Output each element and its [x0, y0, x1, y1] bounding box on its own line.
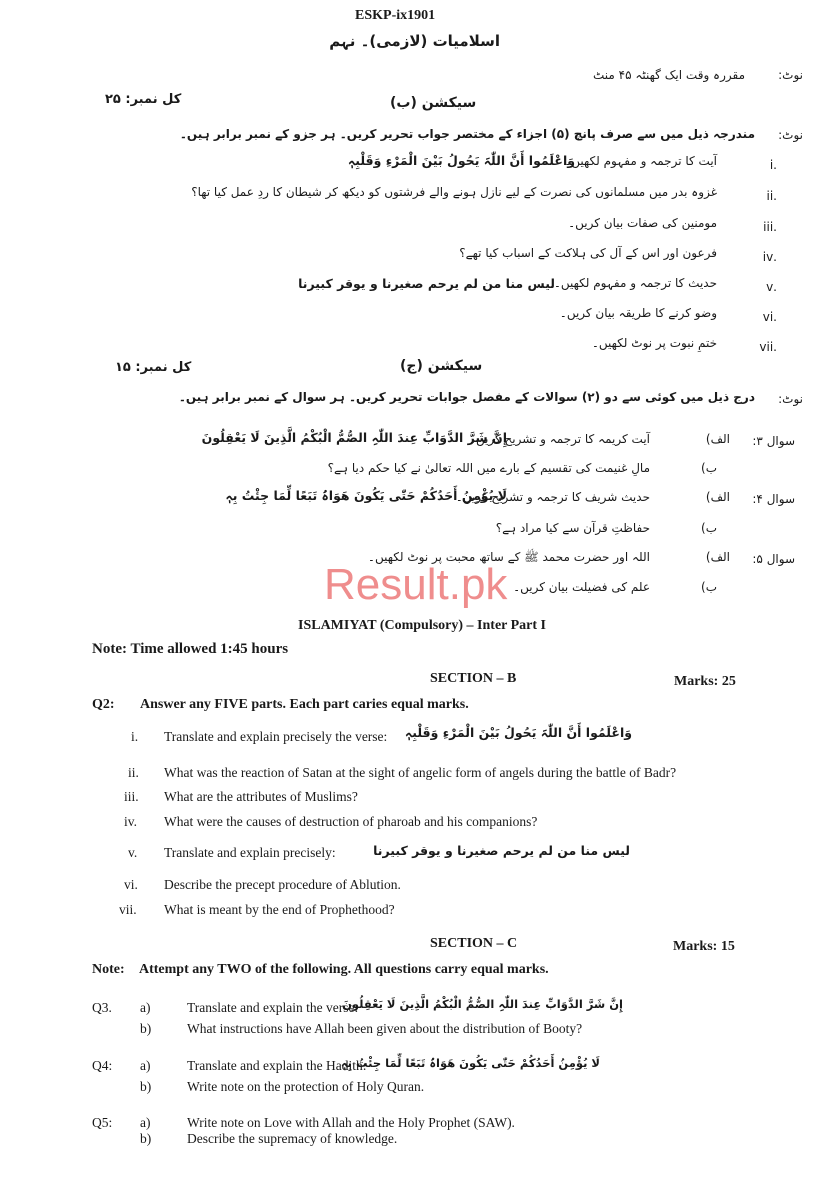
urdu-item-text: آیت کا ترجمہ و مفہوم لکھیں۔: [564, 154, 717, 168]
urdu-time-allowed: مقررہ وقت ایک گھنٹہ ۴۵ منٹ: [593, 68, 745, 82]
urdu-section-c-marks: کل نمبر: ۱۵: [115, 360, 192, 375]
urdu-part-label: الف): [705, 432, 730, 446]
list-item-number: vii.: [119, 902, 137, 917]
question-number: Q3.: [92, 1000, 112, 1015]
urdu-part-label: ب): [701, 580, 717, 594]
urdu-part-label: ب): [701, 461, 717, 475]
part-label: a): [140, 1058, 151, 1073]
urdu-item-number: .vi: [762, 310, 777, 324]
urdu-item-text: مومنین کی صفات بیان کریں۔: [568, 216, 717, 230]
list-item-text: What was the reaction of Satan at the sight of angelic form of angels during the battle of Badr?: [164, 765, 677, 780]
urdu-section-c-title: سیکشن (ج): [400, 358, 483, 374]
part-label: a): [140, 1000, 151, 1015]
urdu-part-label: الف): [705, 550, 730, 564]
part-text: Translate and explain the verse:: [187, 1000, 359, 1015]
list-item-number: iii.: [124, 789, 139, 804]
section-b-marks: Marks: 25: [674, 674, 736, 689]
section-c-marks: Marks: 15: [673, 939, 735, 954]
list-item-number: iv.: [124, 814, 137, 829]
part-label: b): [140, 1079, 152, 1094]
urdu-part-text: مالِ غنیمت کی تقسیم کے بارے میں اللہ تعالیٰ نے کیا حکم دیا ہے؟: [327, 461, 650, 475]
urdu-question-number: سوال ۳:: [752, 434, 795, 448]
list-item-arabic: وَاعْلَمُوا أَنَّ اللّٰہَ یَحُولُ بَیْنَ الْمَرْءِ وَقَلْبِہٖ: [404, 725, 632, 740]
urdu-item-arabic: وَاعْلَمُوا أَنَّ اللّٰہَ یَحُولُ بَیْنَ الْمَرْءِ وَقَلْبِہٖ: [347, 153, 575, 168]
urdu-part-label: الف): [705, 490, 730, 504]
urdu-item-arabic: لیس منا من لم یرحم صغیرنا و یوقر کبیرنا: [298, 276, 555, 291]
list-item-text: Translate and explain precisely the verse:: [164, 729, 388, 744]
part-arabic: لَا یُؤْمِنُ أَحَدُکُمْ حَتّٰی یَکُونَ ھَوَاہُ تَبَعًا لِّمَا جِئْتُ بِہٖ: [340, 1056, 600, 1070]
urdu-section-c-instruction: درج ذیل میں کوئی سے دو (۲) سوالات کے مفصل جوابات تحریر کریں۔ ہر سوال کے نمبر برابر ہیں۔: [178, 390, 755, 404]
question-number: Q5:: [92, 1115, 113, 1130]
question-number: Q4:: [92, 1058, 113, 1073]
list-item-text: What is meant by the end of Prophethood?: [164, 902, 395, 917]
part-arabic: إِنَّ شَرَّ الدَّوَابِّ عِندَ اللّٰہِ الصُّمُّ الْبُکْمُ الَّذِینَ لَا یَعْقِلُونَ: [342, 997, 623, 1011]
urdu-part-text: حدیث شریف کا ترجمہ و تشریح کریں۔: [455, 490, 650, 504]
list-item-text: What are the attributes of Muslims?: [164, 789, 358, 804]
urdu-section-b-marks: کل نمبر: ۲۵: [105, 92, 182, 107]
list-item-number: v.: [128, 845, 138, 860]
watermark: Result.pk: [324, 560, 508, 609]
urdu-item-number: .iii: [763, 220, 777, 234]
urdu-item-text: ختمِ نبوت پر نوٹ لکھیں۔: [591, 336, 717, 350]
urdu-item-number: .i: [769, 158, 777, 172]
urdu-item-text: غزوہ بدر میں مسلمانوں کی نصرت کے لیے نازل ہونے والے فرشتوں کو دیکھ کر شیطان کا ردِ عمل کیا تھا؟: [191, 185, 717, 199]
urdu-item-number: .iv: [762, 250, 777, 264]
urdu-item-text: فرعون اور اس کے آل کی ہلاکت کے اسباب کیا تھے؟: [459, 246, 717, 260]
urdu-section-b-title: سیکشن (ب): [390, 95, 477, 111]
section-b-title: SECTION – B: [430, 671, 517, 686]
part-text: What instructions have Allah been given about the distribution of Booty?: [187, 1021, 583, 1036]
list-item-number: vi.: [124, 877, 138, 892]
urdu-item-number: .vii: [759, 340, 777, 354]
urdu-part-text: حفاظتِ قرآن سے کیا مراد ہے؟: [495, 521, 650, 535]
urdu-item-text: حدیث کا ترجمہ و مفہوم لکھیں۔: [553, 276, 717, 290]
urdu-section-b-instruction: مندرجہ ذیل میں سے صرف پانچ (۵) اجزاء کے مختصر جواب تحریر کریں۔ ہر جزو کے نمبر برابر ہیں۔: [179, 127, 755, 141]
urdu-item-number: .v: [766, 280, 777, 294]
urdu-part-arabic: لَا یُؤْمِنُ أَحَدُکُمْ حَتّٰی یَکُونَ ھَوَاہُ تَبَعًا لِّمَا جِئْتُ بِہٖ: [225, 488, 507, 503]
english-time-note: Note: Time allowed 1:45 hours: [92, 641, 289, 657]
urdu-item-text: وضو کرنے کا طریقہ بیان کریں۔: [559, 306, 717, 320]
part-text: Write note on the protection of Holy Quran.: [187, 1079, 425, 1094]
part-label: a): [140, 1115, 151, 1130]
urdu-paper-title: اسلامیات (لازمی)۔ نہم: [329, 32, 500, 50]
urdu-part-arabic: إِنَّ شَرَّ الدَّوَابِّ عِندَ اللّٰہِ الصُّمُّ الْبُکْمُ الَّذِینَ لَا یَعْقِلُونَ: [201, 430, 507, 445]
paper-code: ESKP-ix1901: [355, 8, 436, 23]
urdu-section-b-note-label: نوٹ:: [778, 128, 803, 142]
list-item-number: i.: [131, 729, 139, 744]
part-text: Write note on Love with Allah and the Holy Prophet (SAW).: [187, 1115, 515, 1130]
urdu-part-text: اللہ اور حضرت محمد ﷺ کے ساتھ محبت پر نوٹ لکھیں۔: [367, 550, 650, 564]
urdu-note-label: نوٹ:: [778, 68, 803, 82]
part-text: Describe the supremacy of knowledge.: [187, 1131, 398, 1146]
urdu-part-label: ب): [701, 521, 717, 535]
list-item-text: Describe the precept procedure of Ablution.: [164, 877, 401, 892]
list-item-arabic: لیس منا من لم یرحم صغیرنا و یوقر کبیرنا: [373, 843, 630, 858]
part-label: b): [140, 1021, 152, 1036]
english-paper-title: ISLAMIYAT (Compulsory) – Inter Part I: [298, 618, 546, 633]
urdu-part-text: آیت کریمہ کا ترجمہ و تشریح کریں۔: [468, 432, 650, 446]
part-text: Translate and explain the Hadith:: [187, 1058, 367, 1073]
urdu-item-number: .ii: [766, 189, 777, 203]
list-item-text: What were the causes of destruction of pharoab and his companions?: [164, 814, 538, 829]
section-c-instruction: Attempt any TWO of the following. All questions carry equal marks.: [139, 962, 549, 977]
list-item-number: ii.: [128, 765, 139, 780]
list-item-text: Translate and explain precisely:: [164, 845, 336, 860]
section-b-instruction: Answer any FIVE parts. Each part caries equal marks.: [140, 697, 469, 712]
urdu-question-number: سوال ۴:: [752, 492, 795, 506]
urdu-part-text: علم کی فضیلت بیان کریں۔: [513, 580, 650, 594]
urdu-question-number: سوال ۵:: [752, 552, 795, 566]
section-c-title: SECTION – C: [430, 936, 518, 951]
part-label: b): [140, 1131, 152, 1146]
urdu-section-c-note-label: نوٹ:: [778, 392, 803, 406]
section-c-note-label: Note:: [92, 962, 125, 977]
section-b-question-label: Q2:: [92, 697, 115, 712]
